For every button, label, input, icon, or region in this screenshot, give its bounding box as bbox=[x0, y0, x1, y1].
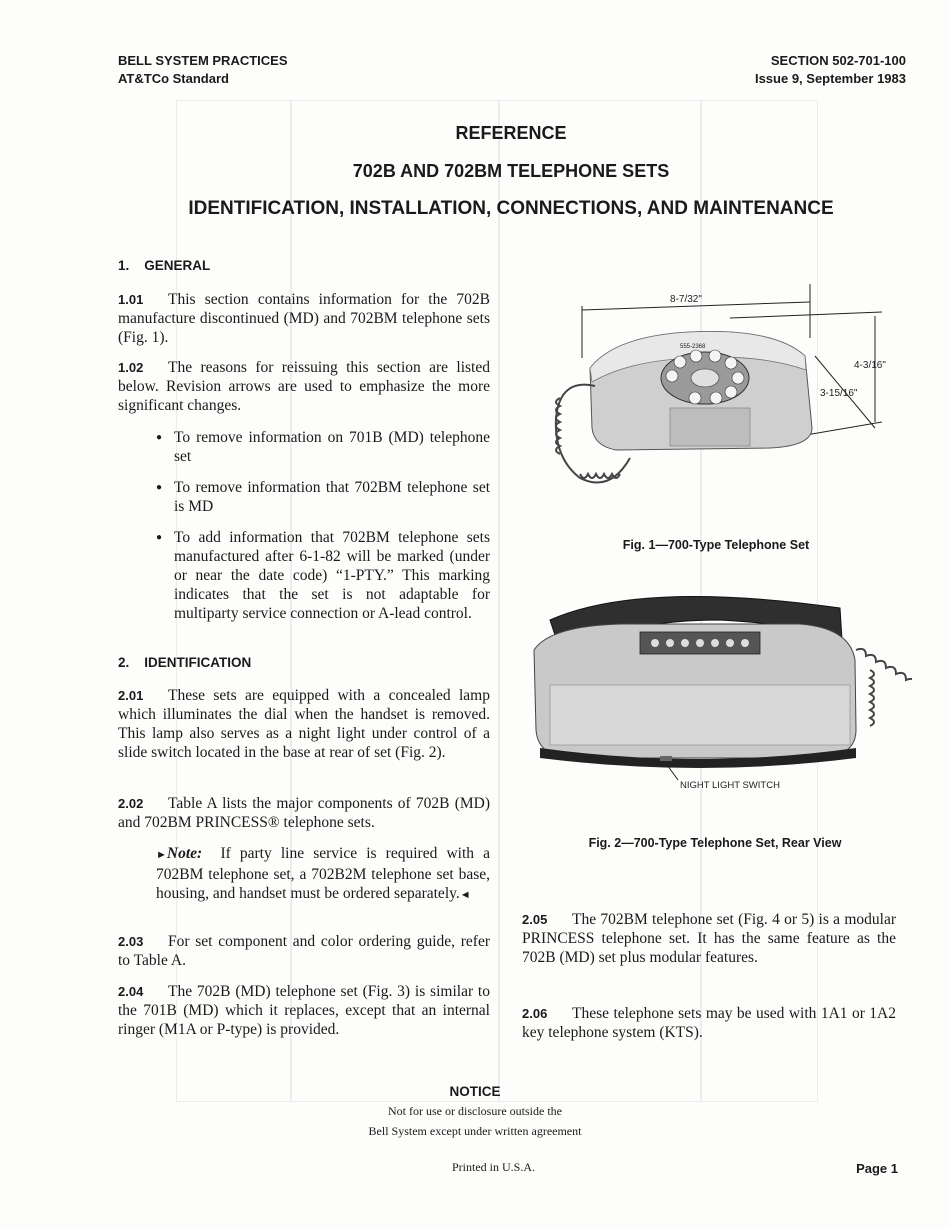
reference-title: REFERENCE bbox=[455, 123, 567, 143]
header-standard: AT&TCo Standard bbox=[118, 71, 229, 86]
paragraph-2-03: 2.03 For set component and color ordering guide, refer to Table A. bbox=[118, 933, 490, 969]
header-right bbox=[755, 52, 906, 88]
paragraph-2-04: 2.04 The 702B (MD) telephone set (Fig. 3) is similar to the 701B (MD) which it replaces, except that an internal ringer (M1A or P-type) is provided. bbox=[118, 983, 490, 1038]
paragraph-2-06: 2.06 These telephone sets may be used with 1A1 or 1A2 key telephone system (KTS). bbox=[522, 1005, 896, 1041]
paragraph-2-02: 2.02 Table A lists the major components of 702B (MD) and 702BM PRINCESS® telephone sets. bbox=[118, 795, 490, 831]
dimension-width: 8-7/32" bbox=[670, 294, 702, 305]
paragraph-1-01: 1.01 This section contains information for the 702B manufacture discontinued (MD) and 702BM telephone sets (Fig. 1). bbox=[118, 291, 490, 346]
dial-card: 555-2368 bbox=[680, 344, 706, 350]
paragraph-number: 2.04 bbox=[118, 984, 144, 999]
header-publication: BELL SYSTEM PRACTICES bbox=[118, 53, 288, 68]
paragraph-number: 2.02 bbox=[118, 796, 144, 811]
section-1-heading: 1. GENERAL bbox=[118, 258, 211, 273]
night-light-switch-label: NIGHT LIGHT SWITCH bbox=[680, 780, 780, 791]
paragraph-number: 2.05 bbox=[522, 912, 548, 927]
header-left bbox=[118, 52, 288, 88]
note-label: Note: bbox=[166, 845, 203, 862]
bullet-item: ● To add information that 702BM telephone sets manufactured after 6-1-82 will be marked (under or near the date code) “1-PTY.” This marking indicates that the set is not adaptable for multiparty service connection or A-lead control. bbox=[156, 528, 490, 623]
dimension-height: 4-3/16" bbox=[854, 360, 886, 371]
section-2-heading: 2. IDENTIFICATION bbox=[118, 655, 252, 670]
page-number: Page 1 bbox=[856, 1161, 898, 1176]
paragraph-number: 1.02 bbox=[118, 360, 144, 375]
figure-1-telephone-photo bbox=[520, 278, 900, 508]
paragraph-number: 2.01 bbox=[118, 688, 144, 703]
printed-in-usa: Printed in U.S.A. bbox=[452, 1160, 536, 1174]
paragraph-number: 1.01 bbox=[118, 292, 144, 307]
note-block: ►Note: If party line service is required with a 702BM telephone set, a 702B2M telephone set base, housing, and handset must be ordered separately.◄ bbox=[156, 845, 491, 902]
section-number: SECTION 502-701-100 bbox=[770, 53, 906, 68]
document-title: 702B AND 702BM TELEPHONE SETS bbox=[352, 161, 670, 181]
notice-line-1: Not for use or disclosure outside the bbox=[388, 1104, 562, 1118]
bullet-item: ● To remove information that 702BM telephone set is MD bbox=[156, 478, 490, 516]
bleed-through-rule bbox=[498, 100, 500, 1102]
figure-2-caption: Fig. 2—700-Type Telephone Set, Rear View bbox=[588, 836, 842, 850]
paragraph-number: 2.03 bbox=[118, 934, 144, 949]
dimension-depth: 3-15/16" bbox=[820, 388, 858, 399]
figure-2-telephone-rear-photo bbox=[520, 580, 912, 800]
paragraph-number: 2.06 bbox=[522, 1006, 548, 1021]
issue-date: Issue 9, September 1983 bbox=[754, 71, 906, 86]
paragraph-2-05: 2.05 The 702BM telephone set (Fig. 4 or 5) is a modular PRINCESS telephone set. It has the same feature as the 702B (MD) set plus modular features. bbox=[522, 911, 896, 966]
revision-arrow-close: ◄ bbox=[459, 889, 471, 901]
notice-title: NOTICE bbox=[449, 1084, 501, 1099]
notice-line-2: Bell System except under written agreement bbox=[368, 1124, 582, 1138]
paragraph-1-02: 1.02 The reasons for reissuing this section are listed below. Revision arrows are used to emphasize the more significant changes. bbox=[118, 359, 490, 414]
revision-arrow-open: ► bbox=[156, 849, 167, 861]
figure-1-caption: Fig. 1—700-Type Telephone Set bbox=[622, 538, 810, 552]
document-subject: IDENTIFICATION, INSTALLATION, CONNECTIONS, AND MAINTENANCE bbox=[188, 198, 834, 219]
paragraph-2-01: 2.01 These sets are equipped with a concealed lamp which illuminates the dial when the handset is removed. This lamp also serves as a night light under control of a slide switch located in the base at rear of set (Fig. 2). bbox=[118, 687, 490, 761]
bullet-item: ● To remove information on 701B (MD) telephone set bbox=[156, 428, 490, 466]
